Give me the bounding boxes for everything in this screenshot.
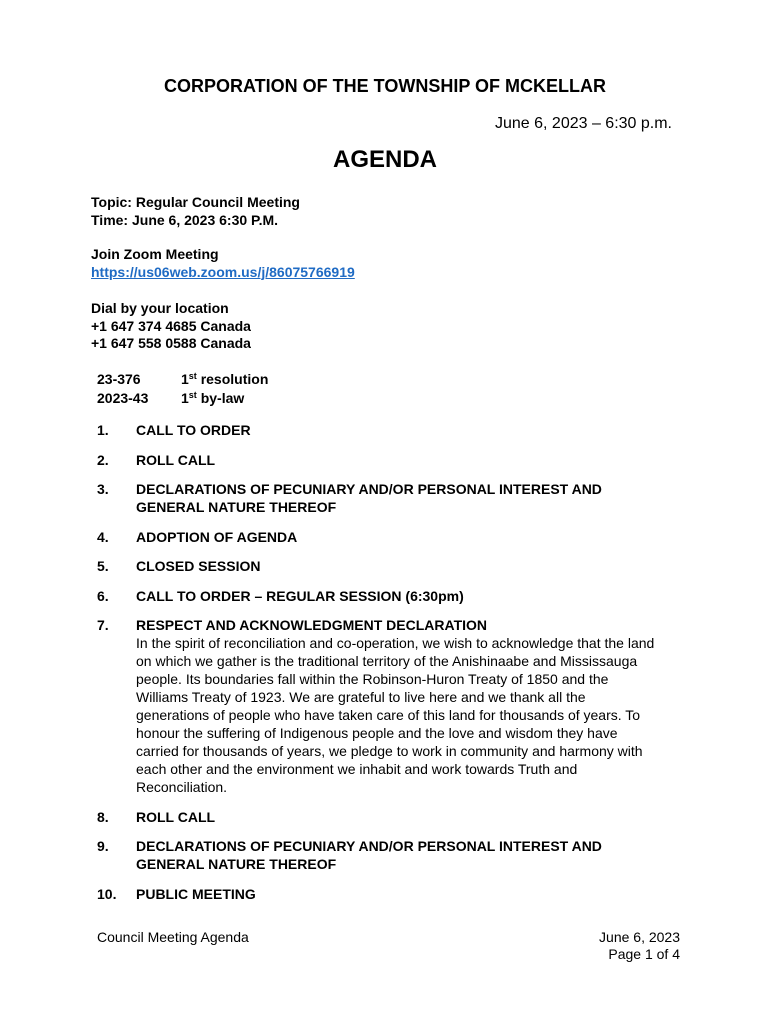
agenda-item [97, 480, 657, 516]
phone-number-2: +1 647 558 0588 Canada [91, 335, 251, 351]
item-number: 10. [97, 885, 117, 902]
item-number: 3. [97, 481, 109, 497]
meeting-date-time: June 6, 2023 – 6:30 p.m. [494, 115, 672, 132]
meeting-time: Time: June 6, 2023 6:30 P.M. [91, 211, 279, 228]
footer-page-number: Page 1 of 4 [608, 946, 680, 962]
item-title: ROLL CALL [136, 451, 216, 468]
item-number: 8. [97, 808, 109, 825]
agenda-item [97, 808, 657, 826]
item-title: CLOSED SESSION [136, 558, 261, 574]
agenda-title: AGENDA [332, 146, 437, 173]
item-number: 6. [97, 587, 109, 604]
footer-page-info [599, 929, 680, 963]
agenda-item [97, 587, 657, 605]
item-title: PUBLIC MEETING [136, 885, 256, 902]
agenda-item [97, 837, 657, 873]
agenda-item [97, 885, 657, 903]
item-title: RESPECT AND ACKNOWLEDGMENT DECLARATION [136, 617, 488, 633]
item-number: 5. [97, 558, 109, 574]
item-number: 2. [97, 451, 109, 468]
footer-date: June 6, 2023 [599, 929, 680, 945]
agenda-item [97, 451, 657, 469]
resolution-number: 23-376 [97, 371, 141, 387]
meeting-topic-block [91, 194, 300, 229]
item-title: CALL TO ORDER [136, 422, 251, 438]
bylaw-number: 2023-43 [97, 390, 149, 406]
agenda-items-list [97, 421, 657, 914]
dial-label: Dial by your location [91, 300, 229, 316]
corporation-heading: CORPORATION OF THE TOWNSHIP OF MCKELLAR [164, 76, 606, 96]
item-number: 9. [97, 838, 109, 854]
agenda-item [97, 528, 657, 546]
reference-row [97, 370, 268, 389]
item-number: 1. [97, 422, 109, 438]
dial-in-block [91, 300, 251, 353]
land-acknowledgment-text: In the spirit of reconciliation and co-operation, we wish to acknowledge that the land on which we gather is the traditional territory of the Anishinaabe and Mississauga people. Its boundaries fall within the Robinson-Huron Treaty of 1850 and the Williams Treaty of 1923. We are grateful to live here and we thank all the generations of people who have taken care of this land for thousands of years. To honour the suffering of Indigenous people and the love and wisdom they have carried for thousands of years, we pledge to work in community and harmony with each other and the environment we inhabit and work towards Truth and Reconciliation. [136, 635, 655, 795]
zoom-meeting-link[interactable]: https://us06web.zoom.us/j/86075766919 [91, 263, 355, 280]
agenda-item [97, 616, 657, 796]
footer-document-title: Council Meeting Agenda [97, 929, 249, 945]
item-number: 4. [97, 528, 109, 545]
item-title: DECLARATIONS OF PECUNIARY AND/OR PERSONAL INTEREST AND GENERAL NATURE THEREOF [136, 481, 602, 515]
item-title: CALL TO ORDER – REGULAR SESSION (6:30pm) [136, 587, 464, 604]
reference-row [97, 389, 268, 408]
zoom-block [91, 246, 355, 281]
agenda-item [97, 421, 657, 439]
phone-number-1: +1 647 374 4685 Canada [91, 317, 251, 334]
bylaw-label: 1st by-law [181, 390, 245, 406]
item-title: ADOPTION OF AGENDA [136, 528, 298, 545]
item-title: DECLARATIONS OF PECUNIARY AND/OR PERSONAL INTEREST AND GENERAL NATURE THEREOF [136, 838, 602, 872]
zoom-join-label: Join Zoom Meeting [91, 246, 219, 262]
item-number: 7. [97, 617, 109, 633]
agenda-item [97, 557, 657, 575]
meeting-topic: Topic: Regular Council Meeting [91, 194, 300, 210]
reference-numbers [97, 370, 268, 408]
item-title: ROLL CALL [136, 808, 216, 825]
resolution-label: 1st resolution [181, 371, 269, 387]
